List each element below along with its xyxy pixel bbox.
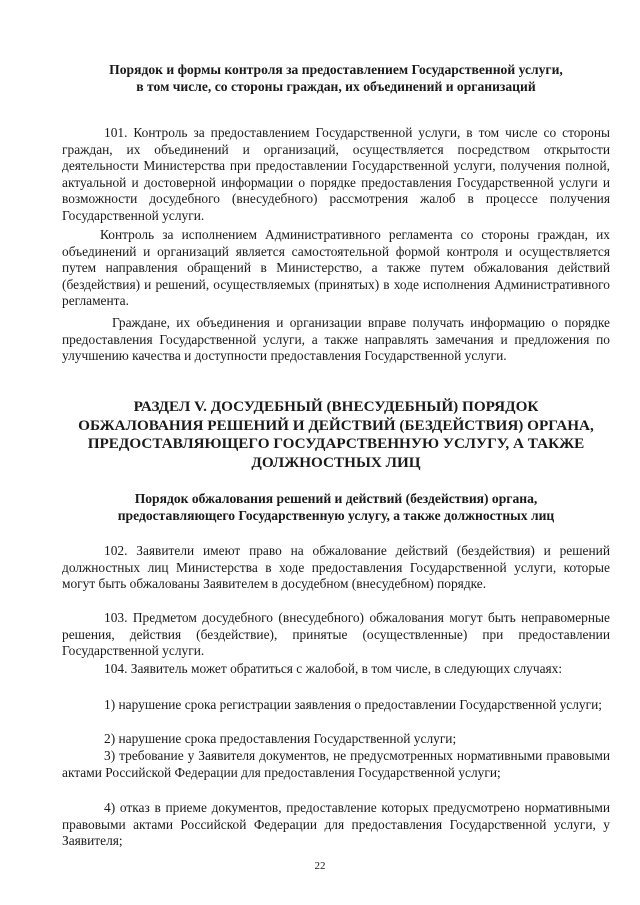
appeal-heading-line-2: предоставляющего Государственную услугу, а также должностных лиц: [117, 508, 555, 523]
control-heading-line-2: в том числе, со стороны граждан, их объединений и организаций: [136, 79, 536, 94]
section-v-title-line-3: ПРЕДОСТАВЛЯЮЩЕГО ГОСУДАРСТВЕННУЮ УСЛУГУ, А ТАКЖЕ: [87, 435, 585, 452]
paragraph-103: 103. Предметом досудебного (внесудебного) обжалования могут быть неправомерные решения, действия (бездействие), принятые (осуществленные) при предоставлении Государственной услуги.: [62, 610, 610, 659]
appeal-heading-line-1: Порядок обжалования решений и действий (бездействия) органа,: [134, 491, 538, 506]
paragraph-102: 102. Заявители имеют право на обжалование действий (бездействия) и решений должностных лиц Министерства в ходе предоставления Государственной услуги, которые могут быть обжалованы Заявителем в досудебном (внесудебном) порядке.: [62, 543, 610, 592]
section-v-title-line-4: ДОЛЖНОСТНЫХ ЛИЦ: [251, 453, 421, 471]
section-v-title-line-2: ОБЖАЛОВАНИЯ РЕШЕНИЙ И ДЕЙСТВИЙ (БЕЗДЕЙСТВИЯ) ОРГАНА,: [78, 416, 594, 434]
control-heading-line-1: Порядок и формы контроля за предоставлением Государственной услуги,: [109, 62, 563, 77]
appeal-heading: [62, 490, 610, 524]
list-item-1: 1) нарушение срока регистрации заявления о предоставлении Государственной услуги;: [104, 697, 602, 712]
page-number: 22: [314, 860, 326, 872]
section-v-title-line-1: РАЗДЕЛ V. ДОСУДЕБНЫЙ (ВНЕСУДЕБНЫЙ) ПОРЯДОК: [133, 398, 539, 415]
list-item-3: 3) требование у Заявителя документов, не предусмотренных нормативными правовыми актами Российской Федерации для предоставления Государственной услуги;: [62, 748, 610, 780]
paragraph-104: 104. Заявитель может обратиться с жалобой, в том числе, в следующих случаях:: [104, 661, 563, 676]
section-v-title: [62, 398, 610, 472]
list-item-2: 2) нарушение срока предоставления Государственной услуги;: [104, 731, 457, 746]
list-item-4: 4) отказ в приеме документов, предоставление которых предусмотрено нормативными правовыми актами Российской Федерации для предоставления Государственной услуги, у Заявителя;: [62, 800, 610, 849]
paragraph-101: 101. Контроль за предоставлением Государственной услуги, в том числе со стороны граждан, их объединений и организаций, осуществляется посредством открытости деятельности Министерства при предоставлении Государственной услуги, получения полной, актуальной и достоверной информации о порядке предоставления Государственной услуги и возможности досудебного (внесудебного) рассмотрения жалоб в процессе получения Государственной услуги.: [62, 125, 610, 223]
control-heading: [62, 61, 610, 95]
paragraph-citizens-information: Граждане, их объединения и организации вправе получать информацию о порядке предоставления Государственной услуги, а также направлять замечания и предложения по улучшению качества и доступности предоставления Государственной услуги.: [62, 315, 610, 364]
paragraph-control-citizens: Контроль за исполнением Административного регламента со стороны граждан, их объединений и организаций является самостоятельной формой контроля и осуществляется путем направления обращений в Министерство, а также путем обжалования действий (бездействия) и решений, осуществляемых (принятых) в ходе исполнения Административного регламента.: [62, 227, 610, 309]
